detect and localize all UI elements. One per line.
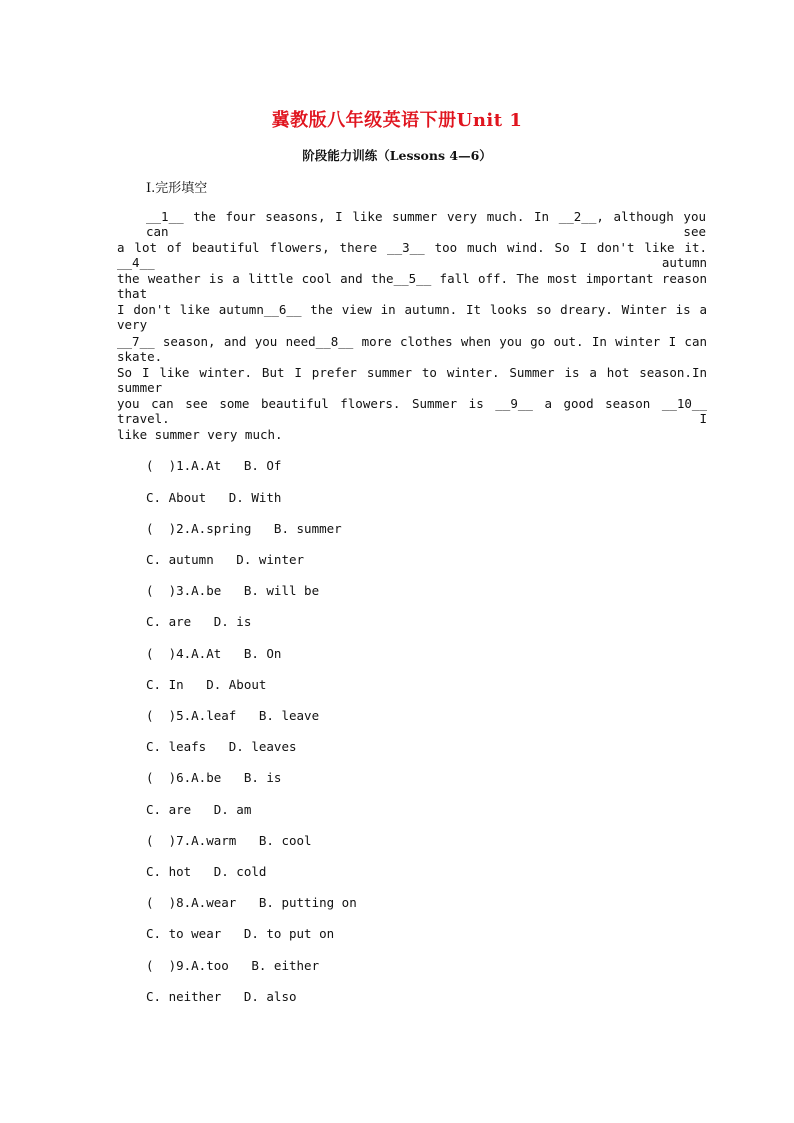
passage-line: So I like winter. But I prefer summer to winter. Summer is a hot season.In summer <box>117 365 707 395</box>
question-choices: C. neither D. also <box>146 989 297 1004</box>
passage-line: a lot of beautiful flowers, there __3__ too much wind. So I don't like it. __4__ autumn <box>117 240 707 270</box>
section-heading: Ⅰ.完形填空 <box>146 181 208 196</box>
question-choices: C. In D. About <box>146 677 267 692</box>
question-choices: C. are D. is <box>146 614 252 629</box>
document-title: 冀教版八年级英语下册Unit 1 <box>271 110 523 131</box>
question-line: ( )8.A.wear B. putting on <box>146 895 357 910</box>
passage-line: you can see some beautiful flowers. Summer is __9__ a good season __10__ travel. I <box>117 396 707 426</box>
question-line: ( )9.A.too B. either <box>146 958 320 973</box>
question-choices: C. About D. With <box>146 490 282 505</box>
question-choices: C. leafs D. leaves <box>146 739 297 754</box>
question-line: ( )4.A.At B. On <box>146 646 282 661</box>
question-choices: C. are D. am <box>146 802 252 817</box>
question-choices: C. to wear D. to put on <box>146 926 335 941</box>
question-line: ( )3.A.be B. will be <box>146 583 320 598</box>
question-choices: C. autumn D. winter <box>146 552 305 567</box>
passage-line: like summer very much. <box>117 427 283 442</box>
document-subtitle: 阶段能力训练（Lessons 4—6） <box>302 148 492 163</box>
question-choices: C. hot D. cold <box>146 864 267 879</box>
passage-line: __1__ the four seasons, I like summer very much. In __2__, although you can see <box>146 209 706 239</box>
question-line: ( )2.A.spring B. summer <box>146 521 342 536</box>
question-line: ( )5.A.leaf B. leave <box>146 708 320 723</box>
passage-line: the weather is a little cool and the__5__ fall off. The most important reason that <box>117 271 707 301</box>
question-line: ( )7.A.warm B. cool <box>146 833 312 848</box>
passage-line: I don't like autumn__6__ the view in autumn. It looks so dreary. Winter is a very <box>117 302 707 332</box>
question-line: ( )6.A.be B. is <box>146 770 282 785</box>
passage-line: __7__ season, and you need__8__ more clothes when you go out. In winter I can skate. <box>117 334 707 364</box>
question-line: ( )1.A.At B. Of <box>146 458 282 473</box>
